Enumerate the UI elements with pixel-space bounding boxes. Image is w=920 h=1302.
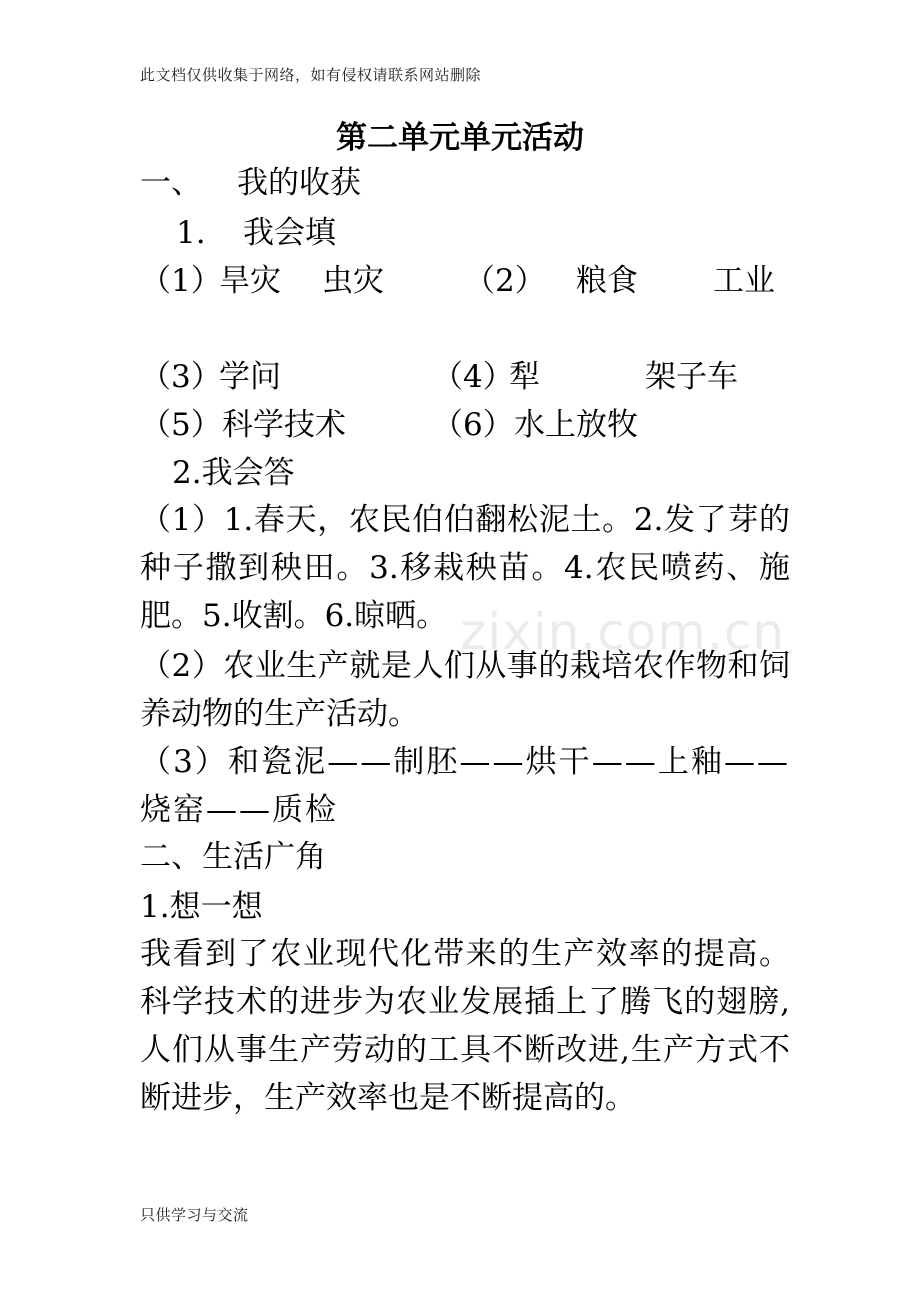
- section2-subheading: 1.想一想: [140, 889, 263, 925]
- section1-number: 一、: [140, 165, 202, 201]
- page-header-note: 此文档仅供收集于网络，如有侵权请联系网站删除: [140, 66, 482, 84]
- answer-paragraph-2: （2）农业生产就是人们从事的栽培农作物和饲养动物的生产活动。: [140, 648, 790, 732]
- fill-item-2-number: （2）: [464, 263, 546, 299]
- fill-item-4-answer-b: 架子车: [645, 359, 738, 395]
- fill-item-1-number: （1）: [140, 263, 222, 299]
- fill-item-2-answer-b: 工业: [713, 263, 775, 299]
- fill-item-3-number: （3）: [140, 359, 222, 395]
- document-title: 第二单元单元活动: [336, 120, 584, 156]
- part1-heading: 我会填: [243, 215, 336, 251]
- section2-paragraph: 我看到了农业现代化带来的生产效率的提高。科学技术的进步为农业发展插上了腾飞的翅膀,人们从事生产劳动的工具不断改进,生产方式不断进步，生产效率也是不断提高的。: [140, 936, 790, 1116]
- answer-paragraph-3: （3）和瓷泥——制胚——烘干——上釉——烧窑——质检: [140, 744, 790, 828]
- section1-heading: 我的收获: [237, 165, 361, 201]
- fill-item-5-number: （5）: [140, 407, 222, 443]
- section2-heading: 二、生活广角: [140, 839, 326, 875]
- watermark: zixin.com.cn: [460, 603, 786, 661]
- fill-item-1-answer-a: 旱灾: [219, 263, 281, 299]
- part2-heading: 2.我会答: [172, 455, 295, 491]
- fill-item-1-answer-b: 虫灾: [322, 263, 384, 299]
- fill-item-2-answer-a: 粮食: [576, 263, 638, 299]
- part1-number: 1.: [176, 215, 206, 251]
- fill-item-3-answer: 学问: [219, 359, 281, 395]
- fill-item-4-number: （4）: [432, 359, 514, 395]
- page-footer-note: 只供学习与交流: [140, 1206, 249, 1224]
- fill-item-6-answer: 水上放牧: [514, 407, 638, 443]
- answer-paragraph-1: （1）1.春天，农民伯伯翻松泥土。2.发了芽的种子撒到秧田。3.移栽秧苗。4.农民喷药、施肥。5.收割。6.晾晒。: [140, 502, 790, 634]
- fill-item-6-number: （6）: [432, 407, 514, 443]
- fill-item-5-answer: 科学技术: [222, 407, 346, 443]
- fill-item-4-answer-a: 犁: [509, 359, 540, 395]
